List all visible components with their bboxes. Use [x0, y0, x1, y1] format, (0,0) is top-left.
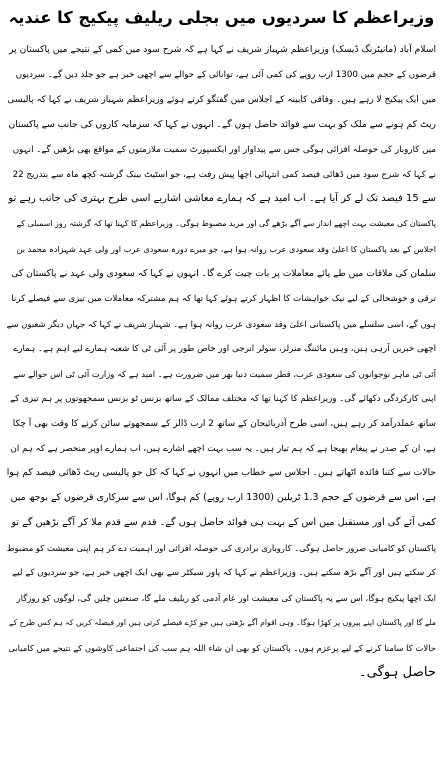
article-line: اپنی کارکردگی دکھائے گی۔ وزیراعظم کا کہنا تھا کہ مختلف ممالک کے ساتھ بزنس ٹو بزنس سمجھوتوں پر ہم تیزی کے — [10, 393, 436, 404]
article-line: ترقی و خوشحالی کے لیے نیک خواہشات کا اظہار کرتے ہوئے کہا تھا کہ ہم مشترکہ معاملات میں تیزی سے فیصلے کرنا — [11, 294, 436, 305]
article-line: کر سکتے ہیں اور آگے بڑھ سکتے ہیں۔ وزیراعظم نے کہا کہ پاور سیکٹر سے بھی ایک اچھی خبر ہے، جو سردیوں کے لیے — [12, 568, 436, 579]
article-line: ساتھ عملدرآمد کر رہے ہیں، اسی طرح آذربائیجان کے ساتھ 2 ارب ڈالر کے سمجھوتے سائن کرنے کا وقت بھی آ چکا — [12, 418, 436, 429]
article-line: پاکستان کی معیشت بہت اچھے انداز سے آگے بڑھے گی اور مزید مضبوط ہوگی۔ وزیراعظم کا کہنا تھا کہ گزشتہ روز اسمبلی کے — [16, 219, 436, 229]
article-line: ایک اچھا پیکیج ہوگا، اس سے یہ پاکستان کی معیشت اور عام آدمی کو ریلیف ملے گا، صنعتیں چلیں گی، لوگوں کو روزگار — [16, 592, 436, 603]
article-line: پاکستان کو کامیابی ضرور حاصل ہوگی۔ کاروباری برادری کی حوصلہ افزائی اور اہمیت دے کر ہم اپنی معیشت کو مضبوط — [7, 543, 436, 554]
article-line: نے کہا کہ شرح سود میں ڈھائی فیصد کمی انتہائی اچھا پیش رفت ہے، جو اسٹیٹ بینک گزشتہ کچھ ماہ سے بتدریج 22 — [12, 169, 436, 180]
article-line: حاصل ہوگی۔ — [358, 664, 436, 680]
article-line: ہوں گے، اسی سلسلے میں پاکستانی اعلیٰ وفد سعودی عرب روانہ ہوا ہے۔ شہباز شریف نے کہا کہ جہاں دیگر شعبوں سے — [7, 318, 436, 329]
article-line: ریٹ کم ہونے سے ملک کو بہت سے فوائد حاصل ہوں گے۔ انہوں نے کہا کہ سرمایہ کاروں کی جانب سے پاکستان — [8, 118, 436, 130]
article-line: اجلاس کے بعد پاکستان کا اعلیٰ وفد سعودی عرب روانہ ہوا ہے، جو میرے دورہ سعودی عرب اور ولی عہد شہزادہ محمد بن — [16, 244, 436, 255]
article-line: ہے، اس سے قرضوں کے حجم 1.3 ٹریلین (1300 ارب روپے) کم ہوگا، اس سے سرکاری قرضوں کے بوجھ میں — [10, 492, 436, 504]
article-line: ملے گا اور پاکستان اپنے پیروں پر کھڑا ہوگا۔ وہی اقوام آگے بڑھتی ہیں جو کڑے فیصلے کرتی ہیں اور فیصلہ کریں کہ ہم کس طرح کے — [9, 617, 436, 627]
article-line: کمی آئے گی اور مستقبل میں اس کے بہت ہی فوائد حاصل ہوں گے۔ قدم سے قدم ملا کر آگے بڑھیں گے تو — [11, 517, 436, 529]
article-line: قرضوں کے حجم میں 1300 ارب روپے کی کمی آئی ہے، توانائی کے حوالے سے اچھی خبر ہے جو جلد دیں گے۔ سردیوں — [15, 69, 436, 80]
article-line: سے 15 فیصد تک لے کر آیا ہے۔ اب امید ہے کہ ہمارے معاشی اشاریے اسی طرح بہتری کی جانب رہے تو — [8, 193, 436, 205]
article-line: حالات کا سامنا کرنے کے لیے پرعزم ہوں۔ پاکستان کو بھی ان شاء اللہ ہم سب کی اجتماعی کاوشوں کے نتیجے میں کامیابی — [8, 642, 436, 653]
headline: وزیراعظم کا سردیوں میں بجلی ریلیف پیکیج کا عندیہ — [8, 8, 435, 27]
article-line: حالات سے کتنا فائدہ اٹھاتے ہیں۔ اجلاس سے خطاب میں انہوں نے کہا کہ کل جو پالیسی ریٹ ڈھائی فیصد کم ہوا — [7, 467, 436, 479]
article-line: سلمان کی ملاقات میں طے پائے معاملات پر بات چیت کرے گا۔ انہوں نے کہا کہ سعودی ولی عہد نے پاکستان کی — [11, 268, 436, 280]
article-body — [7, 38, 436, 686]
article-line: آئی ٹی ماہر نوجوانوں کی سعودی عرب، قطر سمیت دنیا بھر میں ضرورت ہے۔ امید ہے کہ وزارت آئی ٹی اس حوالے سے — [13, 368, 436, 379]
article-line: میں ایک پیکیج لا رہے ہیں۔ وفاقی کابینہ کے اجلاس میں گفتگو کرتے ہوئے وزیراعظم شہباز شریف نے کہا کہ پالیسی — [7, 94, 436, 105]
article-line: اسلام آباد (مانیٹرنگ ڈیسک) وزیراعظم شہباز شریف نے کہا ہے کہ شرح سود میں کمی کے نتیجے میں پاکستان پر — [9, 44, 436, 55]
article-line: میں کاروبار کی حوصلہ افزائی ہوگی جس سے پیداوار اور ایکسپورٹ سمیت ملازمتوں کے مواقع بھی بڑھیں گے۔ انہوں — [12, 144, 436, 155]
article-line: اچھی خبریں آرہی ہیں، وہیں مائننگ منرلز، سولر انرجی اور خاص طور پر آئی ٹی کا شعبہ ہمارے لیے اہم ہے۔ ہمارے — [13, 343, 436, 354]
article-line: ہے، ان کے صدر نے پیغام بھیجا ہے کہ ہم تیار ہیں۔ یہ سب بہت اچھے اشارے ہیں، اب ہمارے اوپر منحصر ہے کہ ہم ان — [10, 443, 436, 454]
